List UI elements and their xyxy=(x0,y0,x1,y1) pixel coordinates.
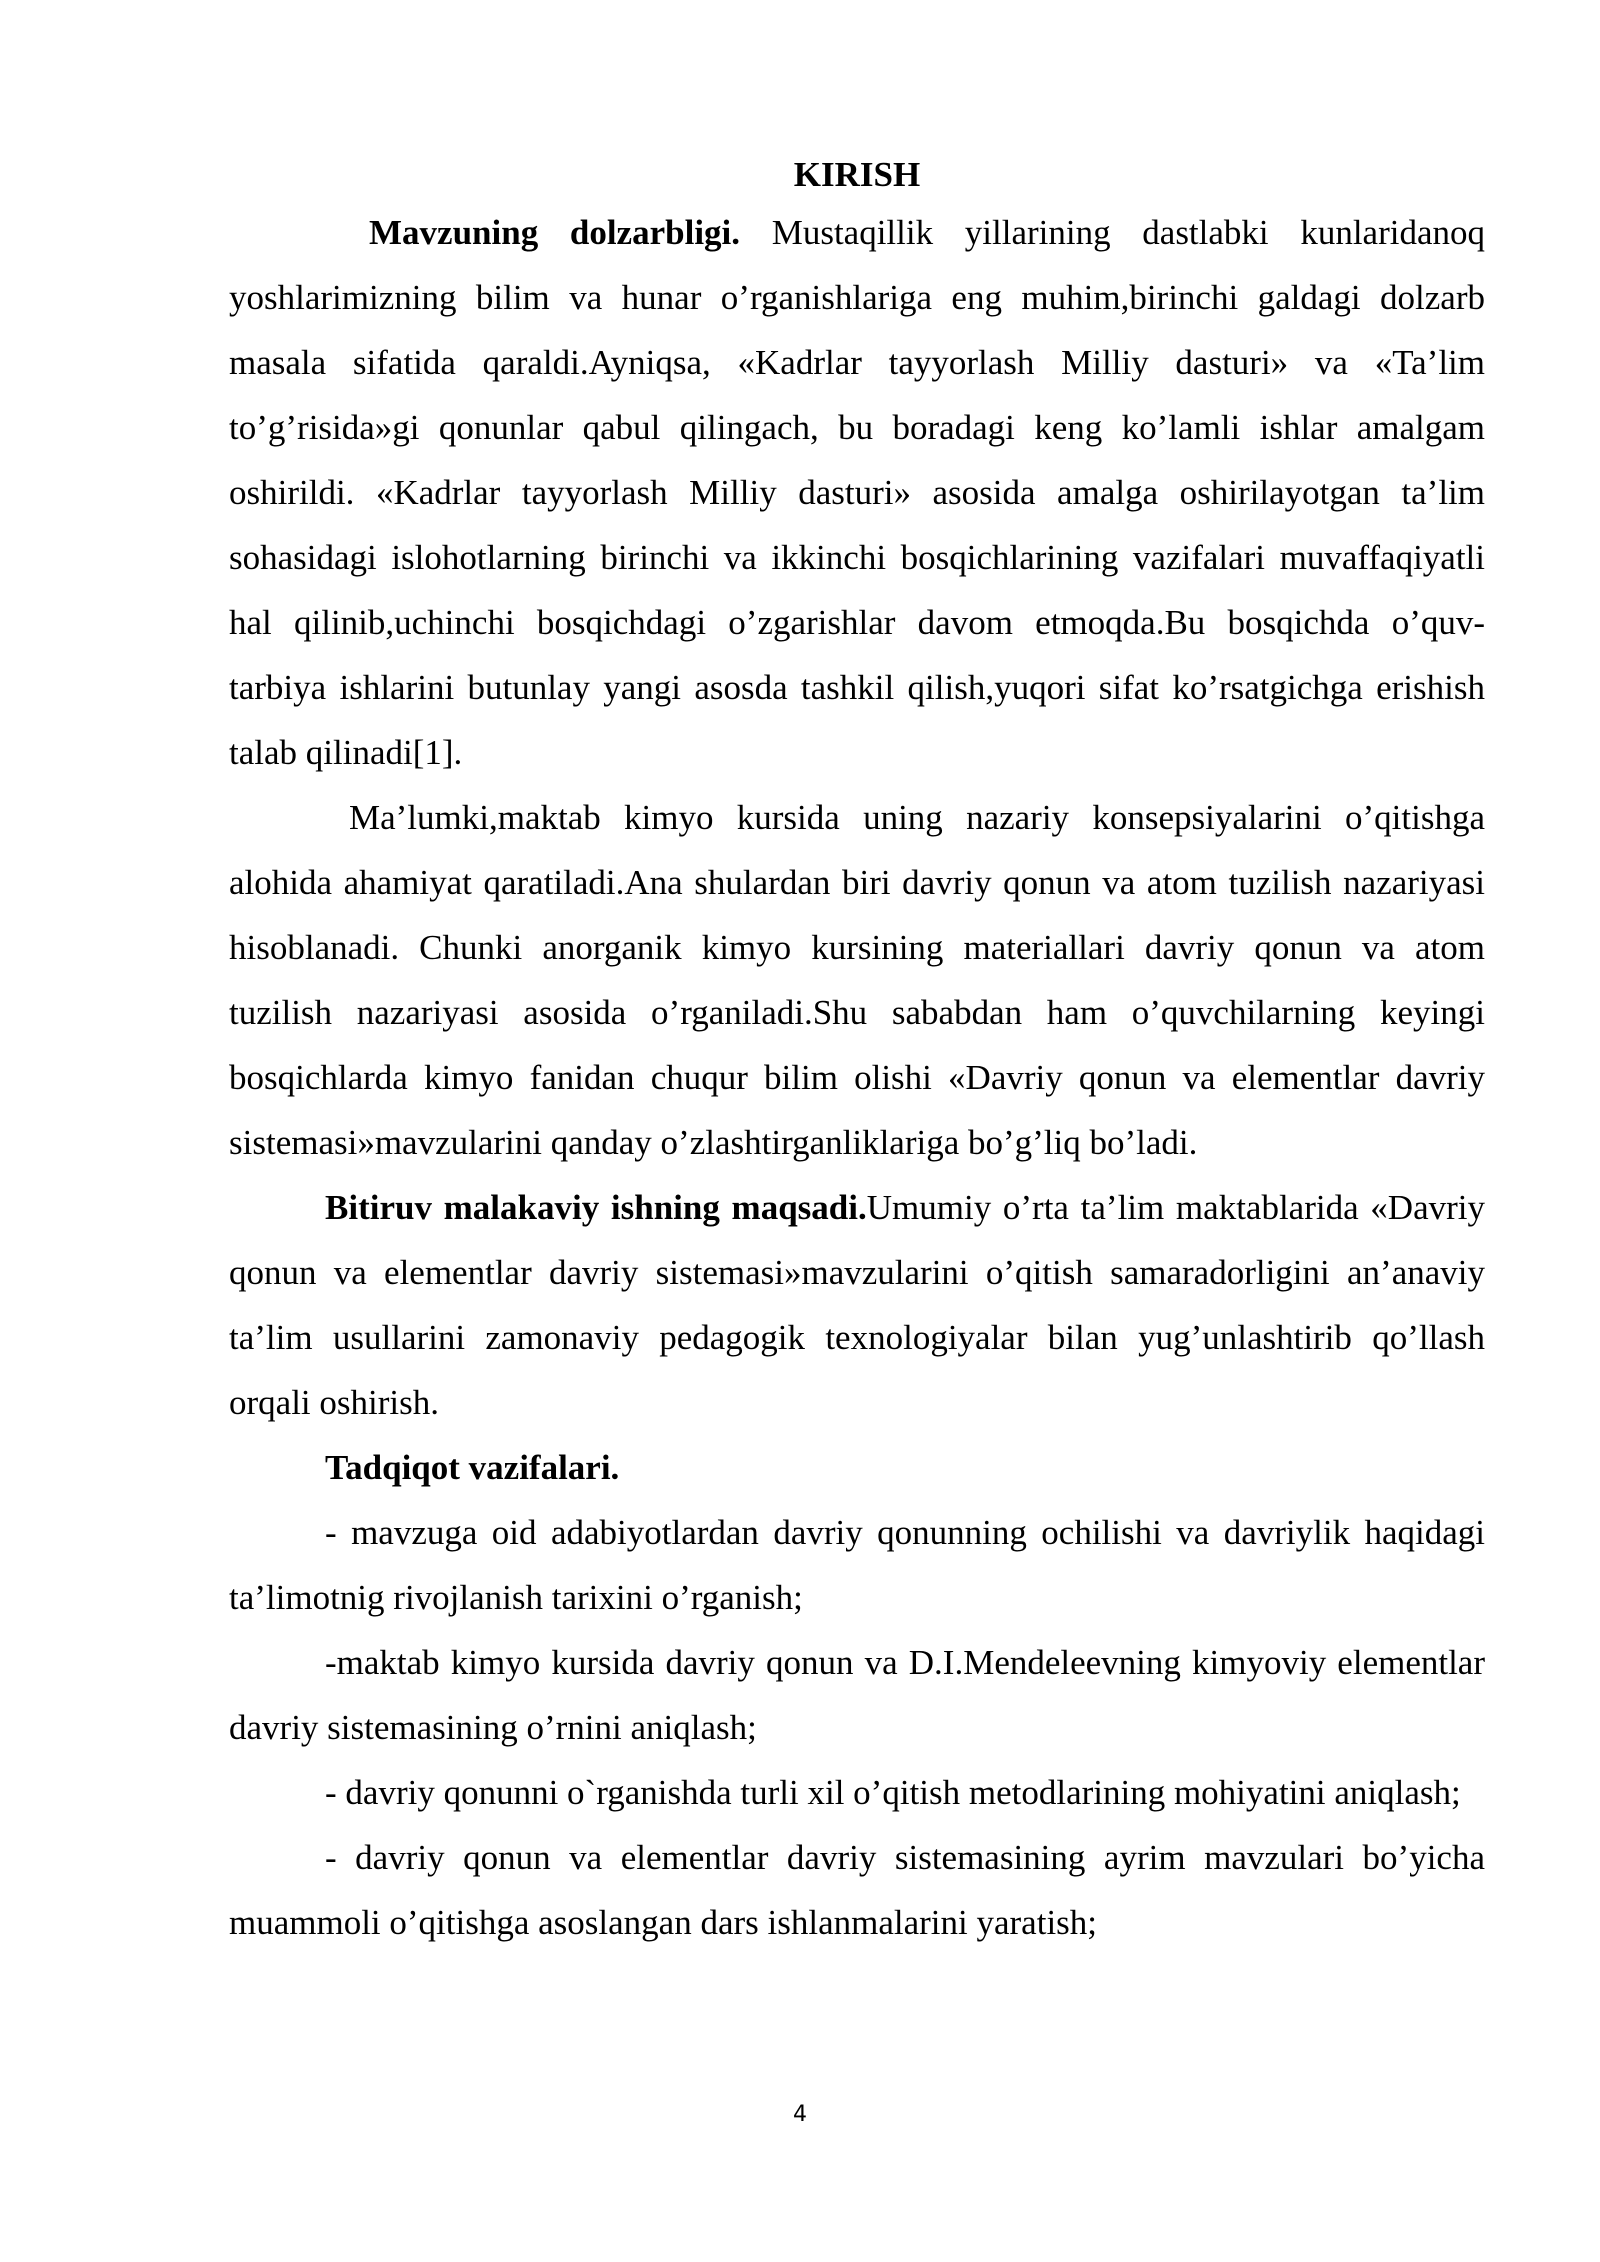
page-number: 4 xyxy=(793,2102,807,2127)
paragraph-goal xyxy=(229,1175,1485,1435)
paragraph-text: Mustaqillik yillarining dastlabki kunlaridanoq yoshlarimizning bilim va hunar o’rganishlariga eng muhim,birinchi galdagi dolzarb masala sifatida qaraldi.Ayniqsa, «Kadrlar tayyorlash Milliy dasturi» va «Ta’lim to’g’risida»gi qonunlar qabul qilingach, bu boradagi keng ko’lamli ishlar amalgam oshirildi. «Kadrlar tayyorlash Milliy dasturi» asosida amalga oshirilayotgan ta’lim sohasidagi islohotlarning birinchi va ikkinchi bosqichlarining vazifalari muvaffaqiyatli hal qilinib,uchinchi bosqichdagi o’zgarishlar davom etmoqda.Bu bosqichda o’quv-tarbiya ishlarini butunlay yangi asosda tashkil qilish,yuqori sifat ko’rsatgichga erishish talab qilinadi[1]. xyxy=(229,213,1485,772)
task-text: - davriy qonun va elementlar davriy sistemasining ayrim mavzulari bo’yicha muammoli o’qitishga asoslangan dars ishlanmalarini yaratish; xyxy=(229,1838,1485,1942)
task-item xyxy=(229,1500,1485,1630)
paragraph-intro-2 xyxy=(229,785,1485,1175)
task-text: - mavzuga oid adabiyotlardan davriy qonunning ochilishi va davriylik haqidagi ta’limotnig rivojlanish tarixini o’rganish; xyxy=(229,1513,1485,1617)
task-text: -maktab kimyo kursida davriy qonun va D.I.Mendeleevning kimyoviy elementlar davriy sistemasining o’rnini aniqlash; xyxy=(229,1643,1485,1747)
paragraph-text: Umumiy o’rta ta’lim maktablarida «Davriy qonun va elementlar davriy sistemasi»mavzularini o’qitish samaradorligini an’anaviy ta’lim usullarini zamonaviy pedagogik texnologiyalar bilan yug’unlashtirib qo’llash orqali oshirish. xyxy=(229,1188,1486,1422)
task-text: - davriy qonunni o`rganishda turli xil o’qitish metodlarining mohiyatini aniqlash; xyxy=(325,1773,1461,1812)
paragraph-lead: Bitiruv malakaviy ishning maqsadi. xyxy=(325,1188,867,1227)
task-item xyxy=(229,1760,1485,1825)
section-title: KIRISH xyxy=(793,155,921,194)
paragraph-relevance xyxy=(229,200,1485,785)
task-item xyxy=(229,1630,1485,1760)
paragraph-text: Ma’lumki,maktab kimyo kursida uning nazariy konsepsiyalarini o’qitishga alohida ahamiyat qaratiladi.Ana shulardan biri davriy qonun va atom tuzilish nazariyasi hisoblanadi. Chunki anorganik kimyo kursining materiallari davriy qonun va atom tuzilish nazariyasi asosida o’rganiladi.Shu sababdan ham o’quvchilarning keyingi bosqichlarda kimyo fanidan chuqur bilim olishi «Davriy qonun va elementlar davriy sistemasi»mavzularini qanday o’zlashtirganliklariga bo’g’liq bo’ladi. xyxy=(229,798,1485,1162)
document-body xyxy=(229,150,1485,1955)
paragraph-lead: Tadqiqot vazifalari. xyxy=(325,1448,620,1487)
task-item xyxy=(229,1825,1485,1955)
paragraph-tasks-heading xyxy=(229,1435,1485,1500)
paragraph-lead: Mavzuning dolzarbligi. xyxy=(369,213,741,252)
